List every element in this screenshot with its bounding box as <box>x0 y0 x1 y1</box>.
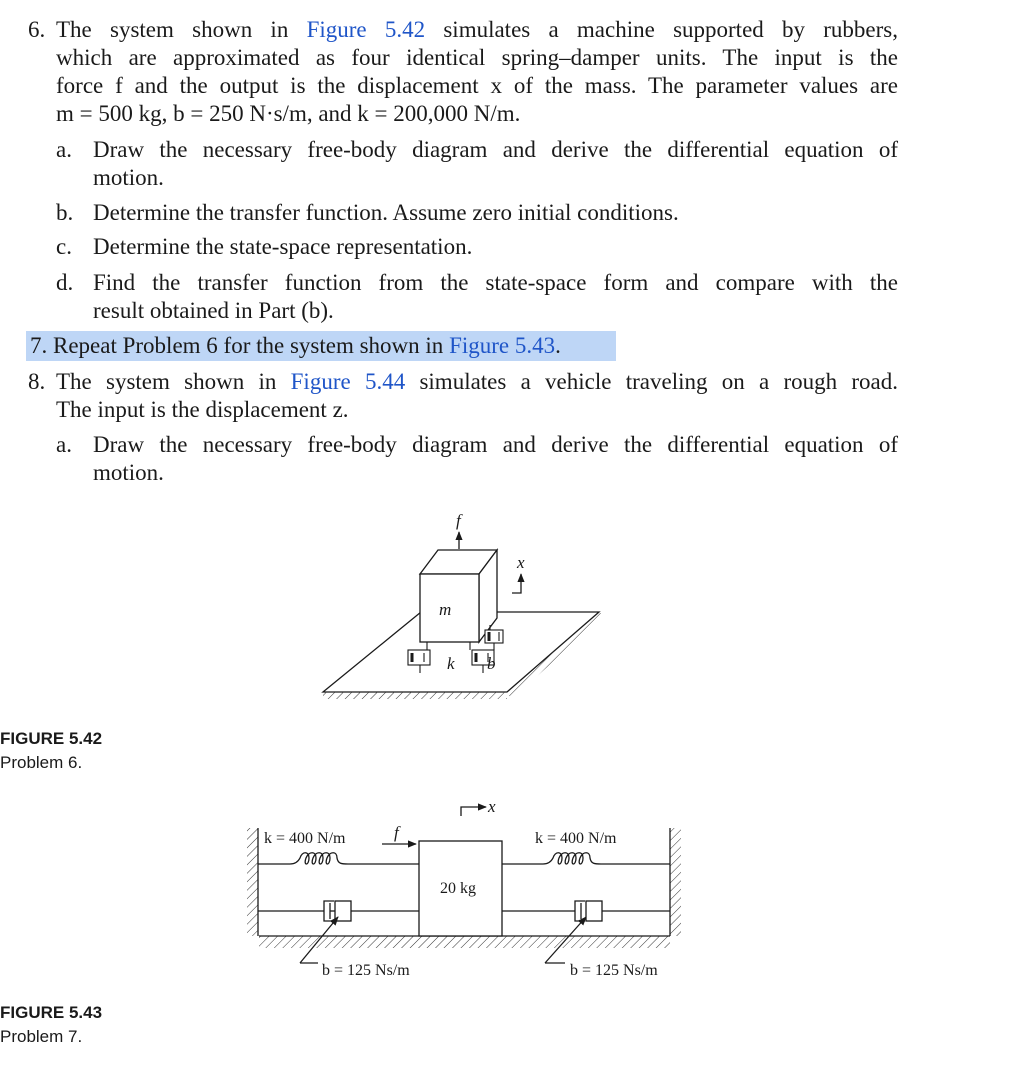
left-wall-hatch <box>247 828 258 936</box>
p6-line-2: which are approximated as four identical spring–damper units. The input is the <box>56 45 898 70</box>
p6-c-line-1: Determine the state-space representation. <box>93 234 473 259</box>
p6-d-label: d. <box>56 270 74 295</box>
p8-a-line-1: Draw the necessary free-body diagram and derive the differential equation of <box>93 432 898 457</box>
p6-a-line-1: Draw the necessary free-body diagram and derive the differential equation of <box>93 137 898 162</box>
left-damper <box>258 901 419 963</box>
fig543-mass-label: 20 kg <box>440 880 476 897</box>
p8-line-1b: simulates a vehicle traveling on a rough road. <box>405 369 898 394</box>
figure-5-43-link[interactable]: Figure 5.43 <box>449 333 556 358</box>
p6-a-line-2: motion. <box>93 165 164 190</box>
p6-line-3: force f and the output is the displacement x of the mass. The parameter values are <box>56 73 898 98</box>
fig542-label-b: b <box>487 654 496 673</box>
p8-a-line-2: motion. <box>93 460 164 485</box>
right-spring <box>502 853 670 864</box>
p8-line-2: The input is the displacement z. <box>56 397 349 422</box>
displacement-arrow <box>512 574 521 593</box>
figure-5-44-link[interactable]: Figure 5.44 <box>290 369 406 394</box>
p8-line-1a: The system shown in <box>56 369 291 394</box>
p6-b-label: b. <box>56 200 74 225</box>
p6-d-line-1: Find the transfer function from the state-space form and compare with the <box>93 270 898 295</box>
fig543-left-b: b = 125 Ns/m <box>322 962 410 979</box>
fig543-displacement-arrow <box>461 807 486 816</box>
right-damper <box>502 901 670 963</box>
platform-hatch-front <box>323 692 507 699</box>
figure-5-42-caption-sub: Problem 6. <box>0 753 83 772</box>
p6-line-1b: simulates a machine supported by rubbers, <box>425 17 898 42</box>
p6-number: 6. <box>28 17 46 42</box>
fig542-label-x: x <box>517 553 525 572</box>
p7-text: 7. Repeat Problem 6 for the system shown in <box>30 333 450 358</box>
p6-line-4: m = 500 kg, b = 250 N·s/m, and k = 200,000 N/m. <box>56 101 521 126</box>
p6-c-label: c. <box>56 234 72 259</box>
mass-box <box>420 550 497 642</box>
figure-5-42-link[interactable]: Figure 5.42 <box>306 17 426 42</box>
p8-a-label: a. <box>56 432 72 457</box>
left-spring <box>258 853 419 864</box>
right-wall-hatch <box>670 828 681 936</box>
fig542-label-f: f <box>456 511 461 530</box>
fig542-label-m: m <box>439 600 452 619</box>
p6-a-label: a. <box>56 137 72 162</box>
figure-5-42-caption-title: FIGURE 5.42 <box>0 729 103 748</box>
fig543-label-x: x <box>488 797 496 816</box>
p6-b-line-1: Determine the transfer function. Assume zero initial conditions. <box>93 200 679 225</box>
p6-line-1a: The system shown in <box>56 17 307 42</box>
p7-text-end: . <box>555 333 561 358</box>
figure-5-43-caption-title: FIGURE 5.43 <box>0 1003 103 1022</box>
fig542-label-k: k <box>447 654 455 673</box>
figure-5-43-caption-sub: Problem 7. <box>0 1027 83 1046</box>
fig543-label-f: f <box>394 823 399 842</box>
p6-d-line-2: result obtained in Part (b). <box>93 298 334 323</box>
figure-5-42 <box>323 532 605 699</box>
fig543-right-b: b = 125 Ns/m <box>570 962 658 979</box>
p8-number: 8. <box>28 369 46 394</box>
fig543-left-k: k = 400 N/m <box>264 830 346 847</box>
fig543-right-k: k = 400 N/m <box>535 830 617 847</box>
